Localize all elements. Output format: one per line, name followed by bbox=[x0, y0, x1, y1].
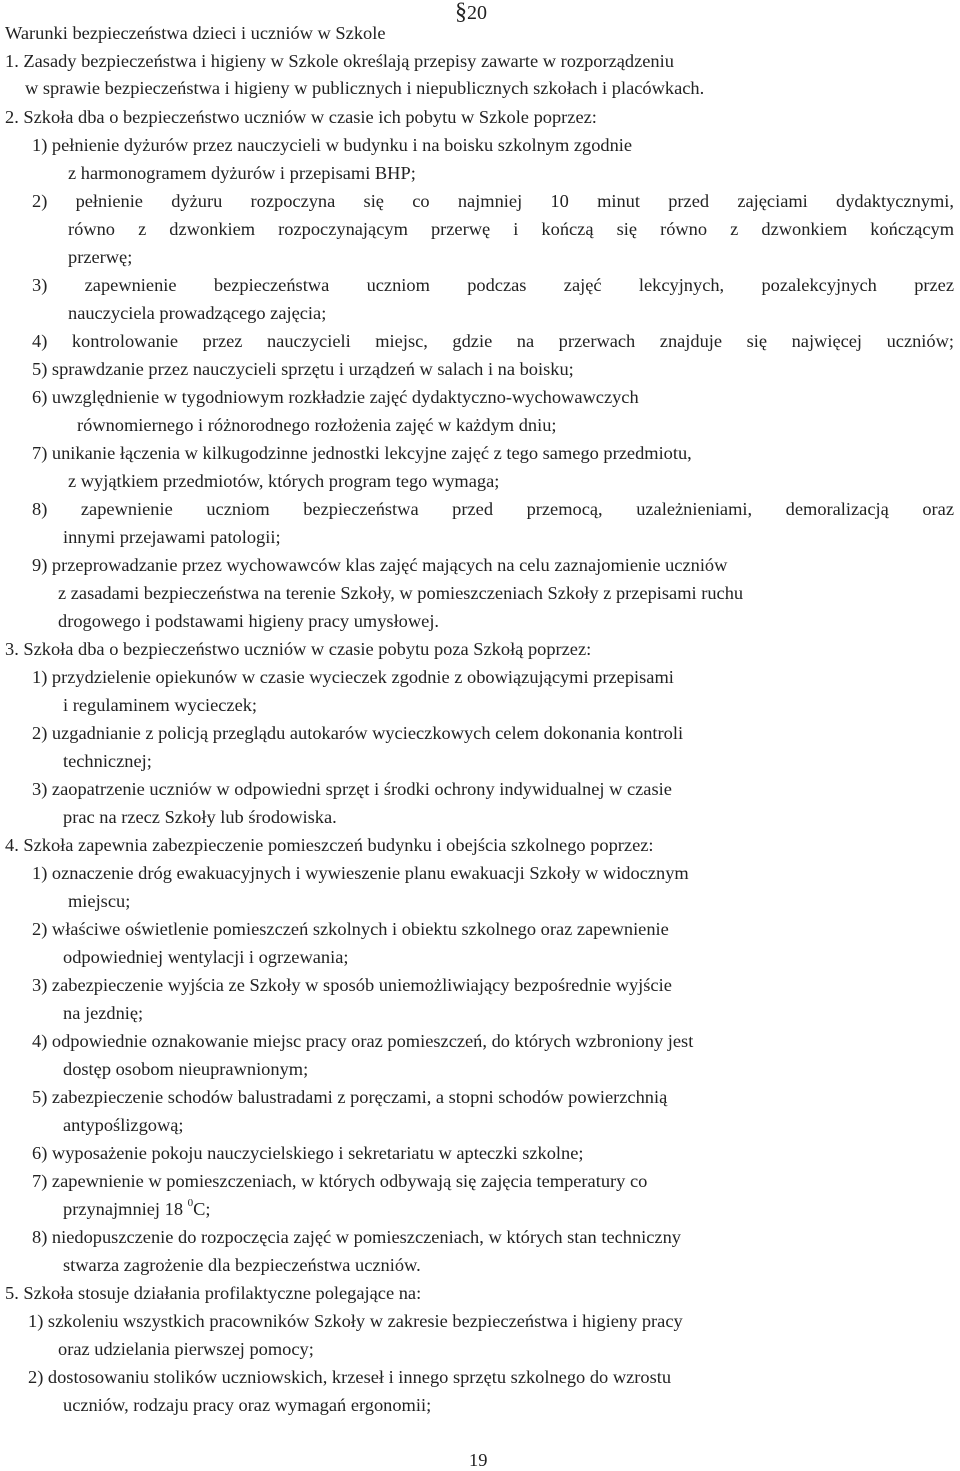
text-line: na jezdnię; bbox=[63, 1003, 144, 1023]
text-line: antypoślizgową; bbox=[63, 1115, 184, 1135]
text-line: 6) wyposażenie pokoju nauczycielskiego i sekretariatu w apteczki szkolne; bbox=[32, 1143, 584, 1163]
text-line: 3. Szkoła dba o bezpieczeństwo uczniów w czasie pobytu poza Szkołą poprzez: bbox=[5, 639, 592, 659]
text-line: 8) niedopuszczenie do rozpoczęcia zajęć w pomieszczeniach, w których stan techniczny bbox=[32, 1227, 681, 1247]
text-line: 3) zaopatrzenie uczniów w odpowiedni sprzęt i środki ochrony indywidualnej w czasie bbox=[32, 779, 672, 799]
text-line: i regulaminem wycieczek; bbox=[63, 695, 258, 715]
text-line: z harmonogramem dyżurów i przepisami BHP; bbox=[68, 163, 416, 183]
text-line: 6) uwzględnienie w tygodniowym rozkładzie zajęć dydaktyczno-wychowawczych bbox=[32, 387, 639, 407]
text-line: odpowiedniej wentylacji i ogrzewania; bbox=[63, 947, 349, 967]
text-line: 5) zabezpieczenie schodów balustradami z poręczami, a stopni schodów powierzchnią bbox=[32, 1087, 668, 1107]
text-line: prac na rzecz Szkoły lub środowiska. bbox=[63, 807, 337, 827]
text-line: 4) odpowiednie oznakowanie miejsc pracy oraz pomieszczeń, do których wzbroniony jest bbox=[32, 1031, 694, 1051]
page-number: 19 bbox=[469, 1450, 488, 1470]
text-line: w sprawie bezpieczeństwa i higieny w publicznych i niepublicznych szkołach i placówkach. bbox=[25, 78, 705, 98]
text-line: 7) unikanie łączenia w kilkugodzinne jednostki lekcyjne zajęć z tego samego przedmiotu, bbox=[32, 443, 692, 463]
text-line: 5) sprawdzanie przez nauczycieli sprzętu i urządzeń w salach i na boisku; bbox=[32, 359, 574, 379]
text-line: 2) właściwe oświetlenie pomieszczeń szkolnych i obiektu szkolnego oraz zapewnienie bbox=[32, 919, 669, 939]
temperature-line bbox=[63, 1197, 211, 1219]
text-line: 1) przydzielenie opiekunów w czasie wycieczek zgodnie z obowiązującymi przepisami bbox=[32, 667, 674, 687]
text-line: 8) zapewnienie uczniom bezpieczeństwa przed przemocą, uzależnieniami, demoralizacją oraz bbox=[32, 499, 954, 519]
text-line: przerwę; bbox=[68, 247, 133, 267]
text-line: 5. Szkoła stosuje działania profilaktyczne polegające na: bbox=[5, 1283, 422, 1303]
section-number: 20 bbox=[467, 2, 487, 24]
temperature-text: przynajmniej 18 bbox=[63, 1199, 184, 1219]
text-line: 3) zapewnienie bezpieczeństwa uczniom podczas zajęć lekcyjnych, pozalekcyjnych przez bbox=[32, 275, 954, 295]
text-line: z wyjątkiem przedmiotów, których program tego wymaga; bbox=[68, 471, 500, 491]
document-title: Warunki bezpieczeństwa dzieci i uczniów w Szkole bbox=[5, 23, 386, 43]
text-line: uczniów, rodzaju pracy oraz wymagań ergonomii; bbox=[63, 1395, 432, 1415]
text-line: 1) szkoleniu wszystkich pracowników Szkoły w zakresie bezpieczeństwa i higieny pracy bbox=[28, 1311, 683, 1331]
text-line: równomiernego i różnorodnego rozłożenia zajęć w każdym dniu; bbox=[77, 415, 557, 435]
text-line: 2) dostosowaniu stolików uczniowskich, krzeseł i innego sprzętu szkolnego do wzrostu bbox=[28, 1367, 672, 1387]
text-line: dostęp osobom nieuprawnionym; bbox=[63, 1059, 309, 1079]
text-line: drogowego i podstawami higieny pracy umysłowej. bbox=[58, 611, 440, 631]
text-line: 4. Szkoła zapewnia zabezpieczenie pomieszczeń budynku i obejścia szkolnego poprzez: bbox=[5, 835, 654, 855]
section-heading bbox=[455, 0, 487, 24]
text-line: 1) oznaczenie dróg ewakuacyjnych i wywieszenie planu ewakuacji Szkoły w widocznym bbox=[32, 863, 689, 883]
section-sign: § bbox=[455, 0, 467, 25]
text-line: innymi przejawami patologii; bbox=[63, 527, 281, 547]
text-line: 2. Szkoła dba o bezpieczeństwo uczniów w czasie ich pobytu w Szkole poprzez: bbox=[5, 107, 597, 127]
text-line: 2) uzgadnianie z policją przeglądu autokarów wycieczkowych celem dokonania kontroli bbox=[32, 723, 684, 743]
text-line: technicznej; bbox=[63, 751, 152, 771]
text-line: równo z dzwonkiem rozpoczynającym przerwę i kończą się równo z dzwonkiem kończącym bbox=[68, 219, 954, 239]
text-line: 9) przeprowadzanie przez wychowawców klas zajęć mających na celu zaznajomienie uczniów bbox=[32, 555, 728, 575]
text-line: stwarza zagrożenie dla bezpieczeństwa uczniów. bbox=[63, 1255, 421, 1275]
text-line: 3) zabezpieczenie wyjścia ze Szkoły w sposób uniemożliwiający bezpośrednie wyjście bbox=[32, 975, 672, 995]
text-line: oraz udzielania pierwszej pomocy; bbox=[58, 1339, 314, 1359]
text-line: miejscu; bbox=[68, 891, 131, 911]
text-line: nauczyciela prowadzącego zajęcia; bbox=[68, 303, 327, 323]
text-line: 1) pełnienie dyżurów przez nauczycieli w budynku i na boisku szkolnym zgodnie bbox=[32, 135, 633, 155]
text-line: z zasadami bezpieczeństwa na terenie Szkoły, w pomieszczeniach Szkoły z przepisami ruchu bbox=[58, 583, 744, 603]
text-line: 7) zapewnienie w pomieszczeniach, w których odbywają się zajęcia temperatury co bbox=[32, 1171, 648, 1191]
temperature-degree: 0 bbox=[187, 1197, 194, 1209]
temperature-unit: C; bbox=[193, 1199, 211, 1219]
text-line: 1. Zasady bezpieczeństwa i higieny w Szkole określają przepisy zawarte w rozporządzeniu bbox=[5, 51, 674, 71]
text-line: 4) kontrolowanie przez nauczycieli miejsc, gdzie na przerwach znajduje się najwięcej uczniów; bbox=[32, 331, 954, 351]
text-line: 2) pełnienie dyżuru rozpoczyna się co najmniej 10 minut przed zajęciami dydaktycznymi, bbox=[32, 191, 954, 211]
